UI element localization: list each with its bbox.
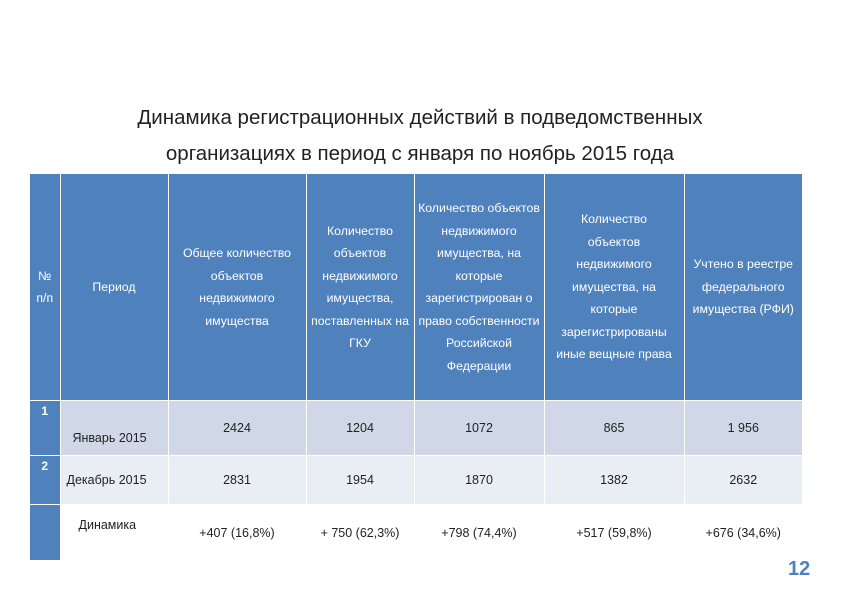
slide-title: [40, 100, 800, 172]
cell-gku: 1204: [306, 401, 414, 456]
cell-gku: 1954: [306, 456, 414, 505]
title-line-1: Динамика регистрационных действий в подведомственных: [137, 106, 703, 129]
header-total-objects: [168, 174, 306, 401]
cell-rf-ownership: 1870: [414, 456, 544, 505]
header-rfi: [684, 174, 802, 401]
cell-other-rights: 1382: [544, 456, 684, 505]
cell-rf-ownership: +798 (74,4%): [414, 505, 544, 561]
header-rfi-label: Учтено в реестре федерального имущества (РФИ): [692, 257, 794, 317]
header-gku-label: Количество объектов недвижимого имущества, поставленных на ГКУ: [311, 223, 409, 350]
header-other-rights-label: Количество объектов недвижимого имущества, на которые зарегистрированы иные вещные права: [556, 212, 672, 362]
header-num: [30, 174, 60, 401]
table-row: [30, 456, 802, 505]
table-header-row: [30, 174, 802, 401]
cell-total: 2424: [168, 401, 306, 456]
row-period: Декабрь 2015: [60, 456, 168, 505]
page-number: 12: [788, 558, 811, 580]
title-line-2: организациях в период с января по ноябрь 2015 года: [165, 142, 675, 165]
table-row: [30, 401, 802, 456]
cell-total: 2831: [168, 456, 306, 505]
cell-gku: + 750 (62,3%): [306, 505, 414, 561]
table-row: [30, 505, 802, 561]
cell-other-rights: +517 (59,8%): [544, 505, 684, 561]
header-gku: [306, 174, 414, 401]
row-period: Январь 2015: [60, 401, 168, 456]
cell-rfi: 2632: [684, 456, 802, 505]
header-rf-ownership: [414, 174, 544, 401]
header-rf-ownership-label: Количество объектов недвижимого имущества, на которые зарегистрирован о право собственности Российской Федерации: [418, 201, 540, 373]
header-period-label: Период: [92, 279, 136, 294]
cell-rf-ownership: 1072: [414, 401, 544, 456]
cell-other-rights: 865: [544, 401, 684, 456]
header-total-objects-label: Общее количество объектов недвижимого имущества: [182, 246, 292, 328]
header-num-label: № п/п: [36, 268, 54, 305]
row-num: [30, 505, 60, 561]
header-period: [60, 174, 168, 401]
row-num: 2: [30, 456, 60, 505]
cell-total: +407 (16,8%): [168, 505, 306, 561]
row-num: 1: [30, 401, 60, 456]
header-other-rights: [544, 174, 684, 401]
registration-table: [30, 174, 802, 560]
cell-rfi: 1 956: [684, 401, 802, 456]
cell-rfi: +676 (34,6%): [684, 505, 802, 561]
row-period: Динамика: [60, 505, 168, 561]
